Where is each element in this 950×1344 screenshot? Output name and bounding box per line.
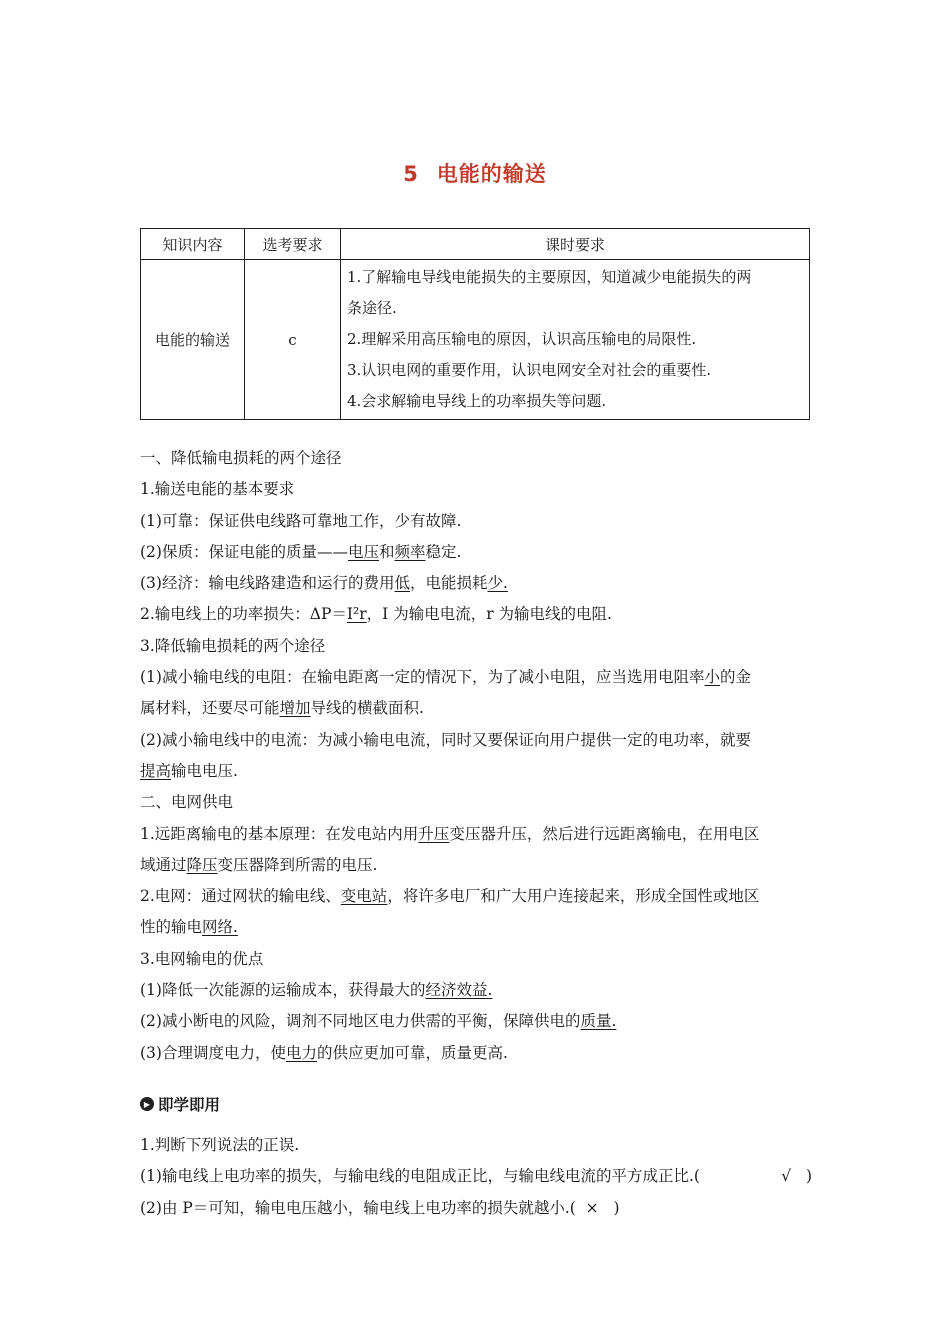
play-icon: ▶ xyxy=(140,1097,154,1111)
paragraph: 3.降低输电损耗的两个途径 xyxy=(140,636,326,655)
paragraph: (2)减小断电的风险，调剂不同地区电力供需的平衡，保障供电的质量. xyxy=(140,1012,617,1031)
requirement-line: 1.了解输电导线电能损失的主要原因，知道减少电能损失的两 xyxy=(347,268,752,286)
quiz-block xyxy=(140,1130,812,1224)
section-title: 即学即用 xyxy=(158,1096,221,1114)
header-level: 选考要求 xyxy=(245,229,341,260)
cell-topic: 电能的输送 xyxy=(141,260,245,420)
content-body xyxy=(140,443,812,1069)
table-header-row xyxy=(141,229,810,260)
paragraph: (2)保质：保证电能的质量——电压和频率稳定. xyxy=(140,542,462,561)
check-mark: √ xyxy=(781,1167,792,1186)
paragraph: (3)合理调度电力，使电力的供应更加可靠，质量更高. xyxy=(140,1043,508,1062)
paragraph: 提高输电电压. xyxy=(140,761,238,780)
paragraph: 2.电网：通过网状的输电线、变电站，将许多电厂和广大用户连接起来，形成全国性或地区 xyxy=(140,887,760,906)
paragraph: 1.输送电能的基本要求 xyxy=(140,480,295,499)
cell-level: c xyxy=(245,260,341,420)
page-title xyxy=(0,158,950,188)
cross-mark: × xyxy=(585,1198,599,1217)
cell-requirements xyxy=(341,260,810,420)
paragraph: 性的输电网络. xyxy=(140,918,238,937)
requirement-line: 2.理解采用高压输电的原因，认识高压输电的局限性. xyxy=(347,330,697,348)
paragraph: (1)减小输电线的电阻：在输电距离一定的情况下，为了减小电阻，应当选用电阻率小的金 xyxy=(140,668,751,687)
paragraph: (1)可靠：保证供电线路可靠地工作，少有故障. xyxy=(140,511,462,530)
paragraph: 属材料，还要尽可能增加导线的横截面积. xyxy=(140,699,424,718)
quiz-item: (2)由 P＝可知，输电电压越小，输电线上电功率的损失就越小.( × ) xyxy=(140,1198,620,1217)
paragraph: 3.电网输电的优点 xyxy=(140,949,264,968)
header-knowledge: 知识内容 xyxy=(141,229,245,260)
section-label xyxy=(140,1093,220,1115)
requirement-line: 3.认识电网的重要作用，认识电网安全对社会的重要性. xyxy=(347,361,712,379)
requirements-table xyxy=(140,228,810,420)
header-requirements: 课时要求 xyxy=(341,229,810,260)
lesson-title: 电能的输送 xyxy=(436,162,547,186)
paragraph: 1.远距离输电的基本原理：在发电站内用升压变压器升压，然后进行远距离输电，在用电区 xyxy=(140,824,760,843)
paragraph: (2)减小输电线中的电流：为减小输电电流，同时又要保证向用户提供一定的电功率，就要 xyxy=(140,730,751,749)
paragraph: (3)经济：输电线路建造和运行的费用低，电能损耗少. xyxy=(140,574,508,593)
heading-one: 一、降低输电损耗的两个途径 xyxy=(140,449,342,467)
lesson-number: 5 xyxy=(403,162,419,186)
quiz-item: (1)输电线上电功率的损失，与输电线的电阻成正比，与输电线电流的平方成正比.( √ ) xyxy=(140,1167,812,1186)
paragraph: 2.输电线上的功率损失：ΔP＝I²r，I 为输电电流，r 为输电线的电阻. xyxy=(140,605,612,624)
heading-two: 二、电网供电 xyxy=(140,793,234,812)
requirement-line: 条途径. xyxy=(347,299,397,317)
requirement-line: 4.会求解输电导线上的功率损失等问题. xyxy=(347,392,607,410)
quiz-question: 1.判断下列说法的正误. xyxy=(140,1136,300,1154)
table-row xyxy=(141,260,810,420)
paragraph: (1)降低一次能源的运输成本，获得最大的经济效益. xyxy=(140,981,493,1000)
paragraph: 域通过降压变压器降到所需的电压. xyxy=(140,855,378,874)
